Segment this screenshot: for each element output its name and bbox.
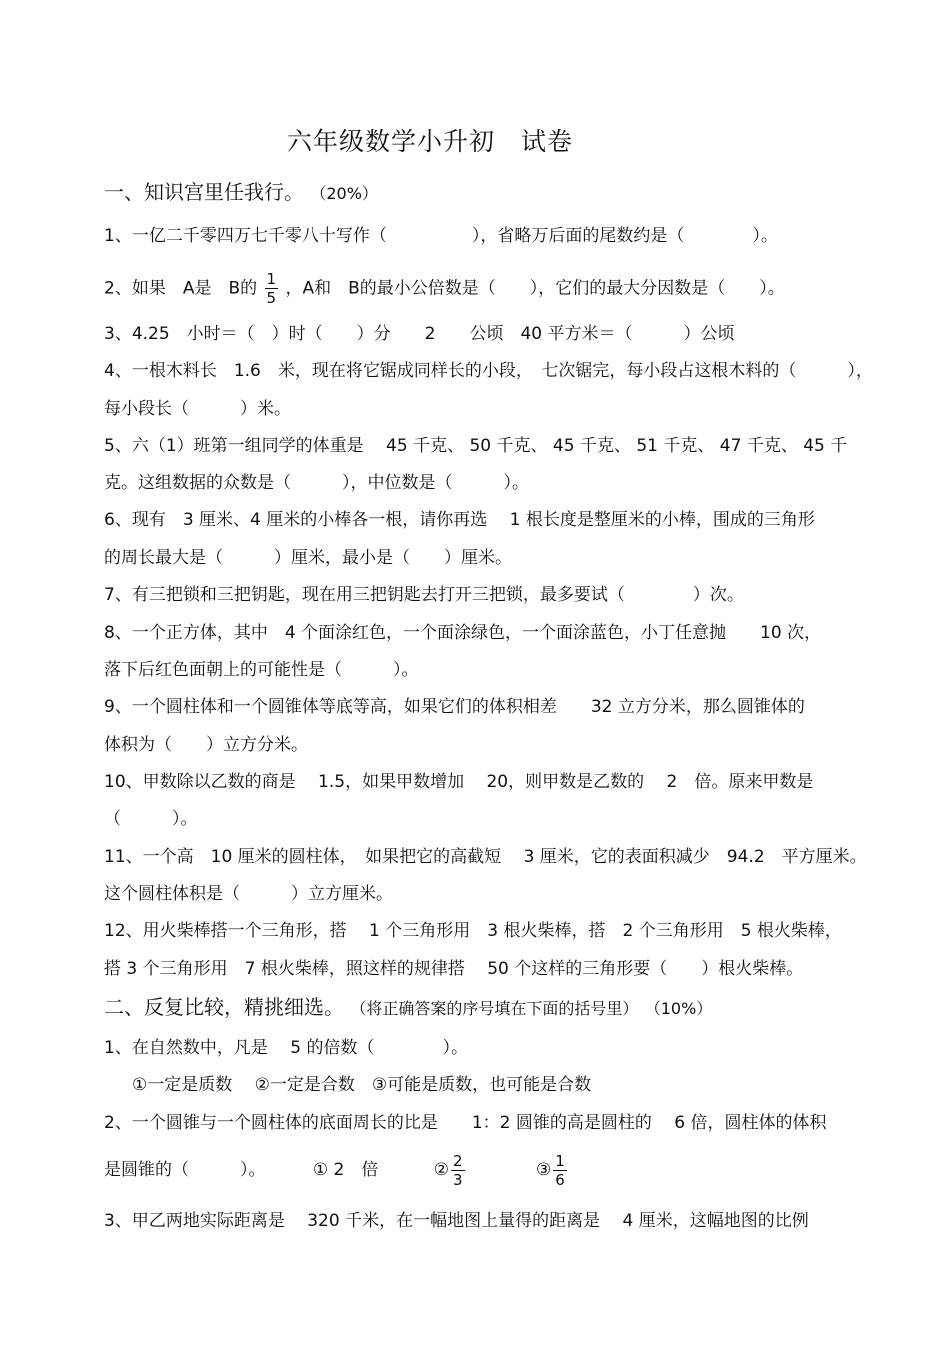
fraction-one-sixth — [553, 1152, 567, 1189]
section-2-title: 二、反复比较，精挑细选。 — [104, 995, 344, 1019]
section-2-note: （将正确答案的序号填在下面的括号里） — [350, 999, 639, 1018]
question-6-line-2: 的周长最大是（ ）厘米，最小是（ ）厘米。 — [104, 548, 512, 568]
fraction-two-thirds — [451, 1152, 465, 1189]
question-1: 1、一亿二千零四万七千零八十写作（ ），省略万后面的尾数约是（ ）。 — [104, 226, 778, 246]
question-2 — [104, 270, 890, 307]
question-9-line-2: 体积为（ ）立方分米。 — [104, 735, 308, 755]
question-5-line-1: 5、六（1）班第一组同学的体重是 45 千克、 50 千克、 45 千克、 51 千克、 47 千克、 45 千 — [104, 436, 848, 456]
question-12-line-2: 搭 3 个三角形用 7 根火柴棒，照这样的规律搭 50 个这样的三角形要（ ）根火柴棒。 — [104, 959, 804, 979]
question-12-line-1: 12、用火柴棒搭一个三角形，搭 1 个三角形用 3 根火柴棒，搭 2 个三角形用 5 根火柴棒， — [104, 921, 842, 941]
question-2-text-a: 2、如果 A是 B的 — [104, 278, 258, 299]
question-4-line-1: 4、一根木料长 1.6 米，现在将它锯成同样长的小段， 七次锯完，每小段占这根木料的（ ）， — [104, 361, 873, 381]
choice-2-text: 是圆锥的（ ）。 — [104, 1160, 266, 1180]
question-8-line-1: 8、一个正方体，其中 4 个面涂红色，一个面涂绿色，一个面涂蓝色，小丁任意抛 10 次， — [104, 623, 822, 643]
question-11-line-2: 这个圆柱体积是（ ）立方厘米。 — [104, 884, 393, 904]
section-1-title: 一、知识宫里任我行。 — [104, 180, 304, 204]
choice-1: 1、在自然数中，凡是 5 的倍数（ ）。 — [104, 1038, 468, 1058]
choice-2-option-2 — [434, 1150, 467, 1190]
question-5-line-2: 克。这组数据的众数是（ ），中位数是（ ）。 — [104, 473, 529, 493]
question-9-line-1: 9、一个圆柱体和一个圆锥体等底等高，如果它们的体积相差 32 立方分米，那么圆锥体的 — [104, 697, 805, 717]
fraction-numerator: 2 — [453, 1151, 463, 1170]
fraction-denominator: 5 — [266, 289, 277, 307]
choice-2-option-3 — [536, 1150, 569, 1190]
choice-2-line-2 — [104, 1150, 890, 1190]
choice-2-line-1: 2、一个圆锥与一个圆柱体的底面周长的比是 1：2 圆锥的高是圆柱的 6 倍，圆柱体的体积 — [104, 1113, 827, 1133]
question-10-line-1: 10、甲数除以乙数的商是 1.5，如果甲数增加 20，则甲数是乙数的 2 倍。原来甲数是 — [104, 772, 814, 792]
question-2-text-b: ，A和 B的最小公倍数是（ ），它们的最大分因数是（ ）。 — [285, 278, 785, 299]
page-title: 六年级数学小升初 试卷 — [286, 127, 573, 156]
question-7: 7、有三把锁和三把钥匙，现在用三把钥匙去打开三把锁，最多要试（ ）次。 — [104, 585, 744, 605]
choice-3: 3、甲乙两地实际距离是 320 千米，在一幅地图上量得的距离是 4 厘米，这幅地图的比例 — [104, 1211, 809, 1231]
question-8-line-2: 落下后红色面朝上的可能性是（ ）。 — [104, 660, 419, 680]
choice-2-option-3-label: ③ — [535, 1160, 552, 1180]
section-1-heading — [104, 180, 890, 206]
choice-2-option-1: ① 2 倍 — [312, 1160, 379, 1180]
fraction-numerator: 1 — [555, 1151, 565, 1170]
choice-2-option-2-label: ② — [433, 1160, 450, 1180]
question-3: 3、4.25 小时＝（ ）时（ ）分 2 公顷 40 平方米＝（ ）公顷 — [104, 324, 735, 344]
section-1-score: （20%） — [310, 184, 378, 203]
section-2-heading — [104, 995, 890, 1021]
choice-1-options: ①一定是质数 ②一定是合数 ③可能是质数，也可能是合数 — [132, 1075, 592, 1095]
fraction-one-fifth — [265, 270, 279, 307]
question-11-line-1: 11、一个高 10 厘米的圆柱体， 如果把它的高截短 3 厘米，它的表面积减少 94.2 平方厘米。 — [104, 847, 867, 867]
question-4-line-2: 每小段长（ ）米。 — [104, 399, 291, 419]
fraction-denominator: 3 — [453, 1170, 463, 1189]
question-6-line-1: 6、现有 3 厘米、4 厘米的小棒各一根，请你再选 1 根长度是整厘米的小棒，围成的三角形 — [104, 510, 815, 530]
question-10-line-2: （ ）。 — [104, 809, 198, 829]
fraction-numerator: 1 — [266, 270, 277, 288]
section-2-score: （10%） — [644, 999, 713, 1018]
fraction-denominator: 6 — [555, 1170, 565, 1189]
